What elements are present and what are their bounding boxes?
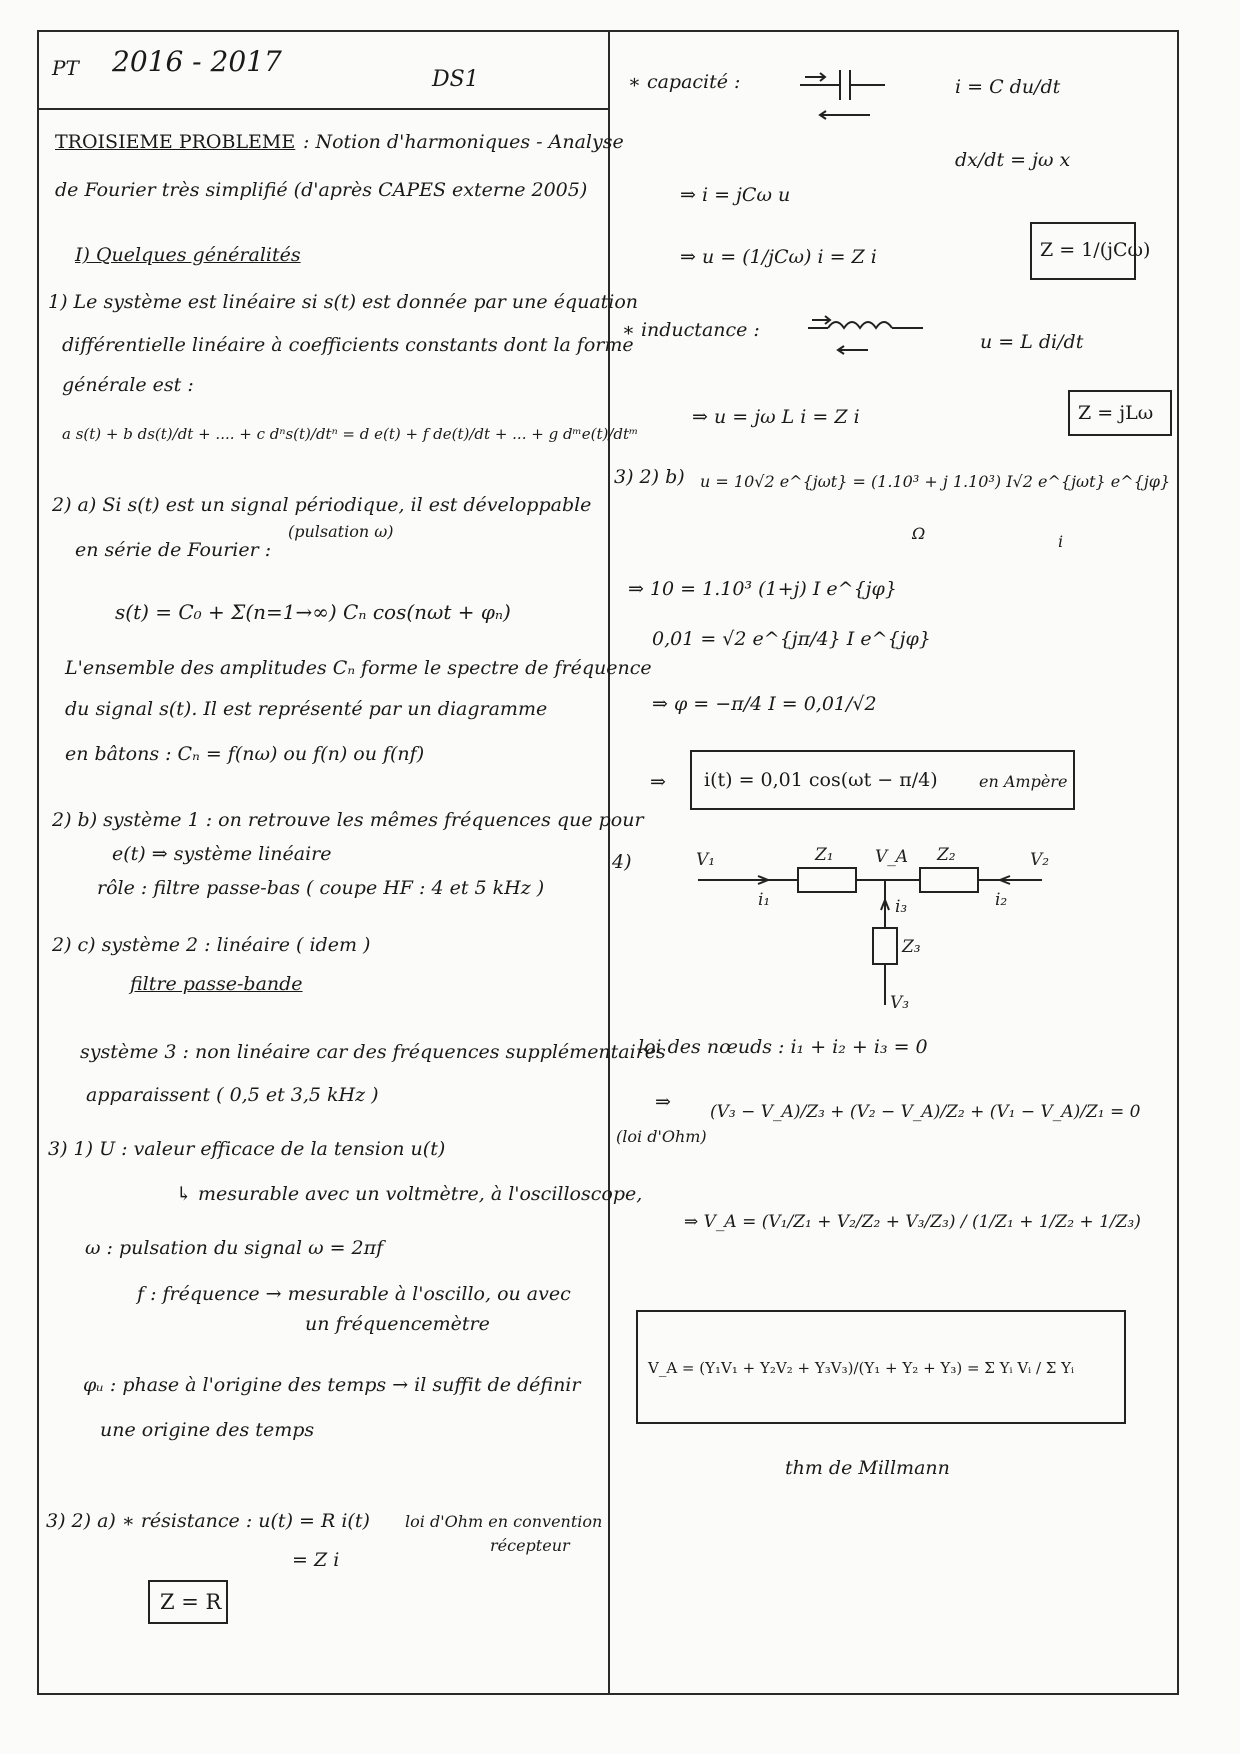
q31-line-4: f : fréquence → mesurable à l'oscillo, ou avec xyxy=(137,1283,571,1305)
q2a-line-3: L'ensemble des amplitudes Cₙ forme le spectre de fréquence xyxy=(65,657,652,679)
q1-line-2: différentielle linéaire à coefficients constants dont la forme xyxy=(62,334,634,356)
q31-line-7: une origine des temps xyxy=(100,1419,315,1441)
inductor-symbol xyxy=(808,312,928,362)
q4-theorem: thm de Millmann xyxy=(785,1457,950,1479)
millman-result: V_A = (Y₁V₁ + Y₂V₂ + Y₃V₃)/(Y₁ + Y₂ + Y₃) = Σ Yᵢ Vᵢ / Σ Yᵢ xyxy=(648,1359,1075,1377)
q4-eq-1: (V₃ − V_A)/Z₃ + (V₂ − V_A)/Z₂ + (V₁ − V_A)/Z₁ = 0 xyxy=(710,1102,1141,1122)
q2b-line-3: rôle : filtre passe-bas ( coupe HF : 4 et 5 kHz ) xyxy=(97,877,545,899)
header-year: 2016 - 2017 xyxy=(112,45,282,78)
q32b-arrow: ⇒ xyxy=(650,771,666,793)
q32a-result: Z = R xyxy=(160,1590,222,1614)
cap-label: ∗ capacité : xyxy=(628,71,741,93)
circuit-z3: Z₃ xyxy=(902,937,921,957)
q31-line-2: ↳ mesurable avec un voltmètre, à l'oscilloscope, xyxy=(176,1183,643,1205)
q1-equation: a s(t) + b ds(t)/dt + .... + c dⁿs(t)/dtⁿ = d e(t) + f de(t)/dt + ... + g dᵐe(t)/dtᵐ xyxy=(62,425,639,443)
q4-eq-2: ⇒ V_A = (V₁/Z₁ + V₂/Z₂ + V₃/Z₃) / (1/Z₁ + 1/Z₂ + 1/Z₃) xyxy=(684,1212,1141,1232)
q32b-label: 3) 2) b) xyxy=(614,466,685,488)
problem-title: TROISIEME PROBLEME xyxy=(55,131,296,153)
q2c-line-3: système 3 : non linéaire car des fréquences supplémentaires xyxy=(80,1041,666,1063)
q32b-eq-1: u = 10√2 e^{jωt} = (1.10³ + j 1.10³) I√2 e^{jωt} e^{jφ} xyxy=(700,472,1171,491)
circuit-v3: V₃ xyxy=(890,993,910,1013)
millman-result-box xyxy=(636,1310,1126,1424)
cap-eq-1: i = C du/dt xyxy=(955,76,1061,98)
circuit-z1: Z₁ xyxy=(815,845,834,865)
q2a-line-4: du signal s(t). Il est représenté par un diagramme xyxy=(65,698,548,720)
cap-eq-2: dx/dt = jω x xyxy=(955,149,1071,171)
cap-result-box xyxy=(1030,222,1151,280)
cap-eq-4: ⇒ u = (1/jCω) i = Z i xyxy=(680,246,877,268)
section-1-title: I) Quelques généralités xyxy=(75,244,301,266)
q32b-i: i xyxy=(1058,532,1064,551)
q2a-equation: s(t) = C₀ + Σ(n=1→∞) Cₙ cos(nωt + φₙ) xyxy=(115,600,511,624)
q32b-eq-4: ⇒ φ = −π/4 I = 0,01/√2 xyxy=(652,693,877,715)
ind-eq-2: ⇒ u = jω L i = Z i xyxy=(692,406,860,428)
q4-line-1: loi des nœuds : i₁ + i₂ + i₃ = 0 xyxy=(638,1036,928,1058)
q2c-line-2: filtre passe-bande xyxy=(130,973,303,995)
ind-label: ∗ inductance : xyxy=(622,319,760,341)
header-divider xyxy=(37,108,609,110)
q4-label: 4) xyxy=(612,851,632,873)
q1-line-3: générale est : xyxy=(62,374,194,396)
problem-subject: : Notion d'harmoniques - Analyse xyxy=(303,131,624,153)
q32b-eq-3: 0,01 = √2 e^{jπ/4} I e^{jφ} xyxy=(652,628,931,650)
q32b-unit: en Ampère xyxy=(979,772,1068,791)
q31-line-5: un fréquencemètre xyxy=(305,1313,490,1335)
q32a-line-2: = Z i xyxy=(292,1549,340,1571)
q31-line-6: φᵤ : phase à l'origine des temps → il suffit de définir xyxy=(83,1374,581,1396)
q2b-line-1: 2) b) système 1 : on retrouve les mêmes fréquences que pour xyxy=(52,809,644,831)
q4-line-2: ⇒ xyxy=(655,1091,671,1113)
ind-result-box xyxy=(1068,390,1172,436)
circuit-z2: Z₂ xyxy=(937,845,956,865)
capacitor-symbol xyxy=(800,55,890,135)
circuit-v2: V₂ xyxy=(1030,850,1050,870)
cap-result: Z = 1/(jCω) xyxy=(1040,239,1151,261)
cap-eq-3: ⇒ i = jCω u xyxy=(680,184,791,206)
q1-line-1: 1) Le système est linéaire si s(t) est donnée par une équation xyxy=(48,291,639,313)
q32b-result: i(t) = 0,01 cos(ωt − π/4) xyxy=(704,769,938,791)
q32b-result-box xyxy=(690,750,1075,810)
q2a-line-5: en bâtons : Cₙ = f(nω) ou f(n) ou f(nf) xyxy=(65,743,425,765)
q2c-line-1: 2) c) système 2 : linéaire ( idem ) xyxy=(52,934,371,956)
ind-eq-1: u = L di/dt xyxy=(980,331,1084,353)
q32a-line-1: 3) 2) a) ∗ résistance : u(t) = R i(t) xyxy=(46,1510,370,1532)
circuit-va: V_A xyxy=(875,847,909,867)
q32a-result-box xyxy=(148,1580,228,1624)
ind-result: Z = jLω xyxy=(1078,402,1154,424)
q2a-line-1: 2) a) Si s(t) est un signal périodique, il est développable xyxy=(52,494,592,516)
q2a-line-1b: (pulsation ω) xyxy=(288,522,394,541)
millman-circuit xyxy=(690,840,1060,1013)
column-divider xyxy=(608,30,610,1695)
problem-subject-2: de Fourier très simplifié (d'après CAPES externe 2005) xyxy=(55,179,588,201)
header-code: DS1 xyxy=(432,67,479,92)
circuit-i2: i₂ xyxy=(995,890,1008,910)
header-class: PT xyxy=(52,56,79,80)
q2b-line-2: e(t) ⇒ système linéaire xyxy=(112,843,332,865)
q32a-line-4: récepteur xyxy=(490,1536,570,1555)
q31-line-1: 3) 1) U : valeur efficace de la tension u(t) xyxy=(48,1138,446,1160)
q32b-eq-2: ⇒ 10 = 1.10³ (1+j) I e^{jφ} xyxy=(628,578,897,600)
q31-line-3: ω : pulsation du signal ω = 2πf xyxy=(85,1237,384,1259)
q2c-line-4: apparaissent ( 0,5 et 3,5 kHz ) xyxy=(86,1084,379,1106)
q2a-line-2: en série de Fourier : xyxy=(75,539,272,561)
circuit-i3: i₃ xyxy=(895,897,908,917)
circuit-v1: V₁ xyxy=(696,850,716,870)
circuit-i1: i₁ xyxy=(758,890,771,910)
q4-line-2b: (loi d'Ohm) xyxy=(616,1127,707,1146)
q32b-omega: Ω xyxy=(912,524,926,543)
q32a-line-3: loi d'Ohm en convention xyxy=(405,1512,603,1531)
